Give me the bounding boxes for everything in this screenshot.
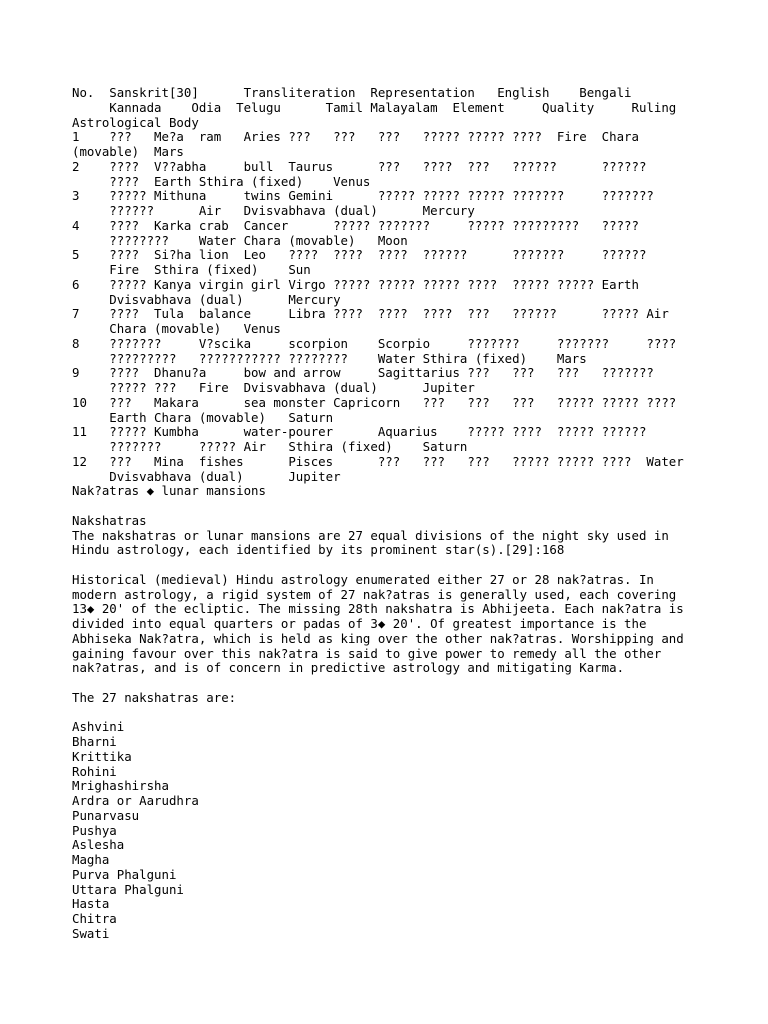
text-line: Ardra or Aarudhra: [72, 793, 199, 808]
text-line: Hasta: [72, 896, 110, 912]
text-line: Ashvini: [72, 719, 125, 735]
text-line: gaining favour over this nak?atra is said to give power to remedy all the other: [72, 645, 662, 661]
text-line: Magha: [72, 852, 110, 867]
text-line: 6 ????? Kanya virgin girl Virgo ????? ????? ????? ???? ????? ????? Earth: [72, 276, 639, 292]
text-line: Fire Sthira (fixed) Sun: [72, 262, 311, 277]
text-line: Punarvasu: [72, 807, 140, 823]
text-line: Nak?atras ◆ lunar mansions: [72, 483, 266, 499]
text-line: 13◆ 20' of the ecliptic. The missing 28th nakshatra is Abhijeeta. Each nak?atra is: [72, 601, 684, 617]
text-line: nak?atras, and is of concern in predictive astrology and mitigating Karma.: [72, 660, 625, 676]
text-line: Historical (medieval) Hindu astrology enumerated either 27 or 28 nak?atras. In: [72, 571, 654, 587]
text-line: ???? Earth Sthira (fixed) Venus: [72, 173, 371, 189]
text-line: ???????? Water Chara (movable) Moon: [72, 232, 408, 248]
text-line: Astrological Body: [72, 114, 199, 130]
text-line: 8 ??????? V?scika scorpion Scorpio ??????? ??????? ????: [72, 335, 677, 351]
text-line: Rohini: [72, 763, 117, 779]
text-line: 7 ???? Tula balance Libra ???? ???? ???? ??? ?????? ????? Air: [72, 306, 669, 322]
text-line: divided into equal quarters or padas of 3◆ 20'. Of greatest importance is the: [72, 616, 647, 631]
text-line: The 27 nakshatras are:: [72, 689, 237, 705]
text-line: Hindu astrology, each identified by its prominent star(s).[29]:168: [72, 542, 565, 558]
text-line: 12 ??? Mina fishes Pisces ??? ??? ??? ????? ????? ???? Water: [72, 453, 684, 469]
text-line: Chitra: [72, 911, 117, 926]
text-line: ????????? ??????????? ???????? Water Sthira (fixed) Mars: [72, 350, 587, 366]
text-line: 5 ???? Si?ha lion Leo ???? ???? ???? ?????? ??????? ??????: [72, 247, 647, 263]
text-line: Earth Chara (movable) Saturn: [72, 409, 334, 425]
text-line: Bharni: [72, 734, 117, 749]
text-line: Abhiseka Nak?atra, which is held as king over the other nak?atras. Worshipping and: [72, 630, 684, 646]
text-line: [72, 706, 712, 721]
text-line: Kannada Odia Telugu Tamil Malayalam Element Quality Ruling: [72, 99, 677, 115]
text-line: 11 ????? Kumbha water-pourer Aquarius ????? ???? ????? ??????: [72, 424, 647, 440]
text-line: Uttara Phalguni: [72, 881, 184, 897]
text-line: Mrighashirsha: [72, 778, 169, 794]
text-line: ?????? Air Dvisvabhava (dual) Mercury: [72, 203, 475, 218]
text-line: [72, 499, 712, 514]
text-line: ????? ??? Fire Dvisvabhava (dual) Jupiter: [72, 380, 475, 395]
text-line: ??????? ????? Air Sthira (fixed) Saturn: [72, 439, 468, 454]
text-line: [72, 676, 712, 691]
text-line: Dvisvabhava (dual) Jupiter: [72, 468, 341, 484]
text-line: 3 ????? Mithuna twins Gemini ????? ????? ????? ??????? ???????: [72, 188, 654, 204]
text-line: Dvisvabhava (dual) Mercury: [72, 291, 341, 307]
text-line: Nakshatras: [72, 512, 147, 528]
text-line: 2 ???? V??abha bull Taurus ??? ???? ??? ?????? ??????: [72, 158, 647, 174]
text-line: modern astrology, a rigid system of 27 nak?atras is generally used, each covering: [72, 586, 677, 602]
text-line: [72, 558, 712, 573]
document-body: [72, 86, 712, 942]
text-line: 4 ???? Karka crab Cancer ????? ??????? ????? ????????? ?????: [72, 217, 639, 233]
text-line: Purva Phalguni: [72, 866, 177, 882]
text-line: Krittika: [72, 748, 132, 764]
text-line: The nakshatras or lunar mansions are 27 equal divisions of the night sky used in: [72, 527, 669, 543]
text-line: Pushya: [72, 822, 117, 838]
text-line: Aslesha: [72, 837, 125, 853]
text-line: 1 ??? Me?a ram Aries ??? ??? ??? ????? ????? ???? Fire Chara: [72, 129, 639, 145]
text-line: Swati: [72, 925, 110, 941]
text-line: No. Sanskrit[30] Transliteration Representation English Bengali: [72, 85, 632, 100]
text-line: 10 ??? Makara sea monster Capricorn ??? ??? ??? ????? ????? ????: [72, 394, 677, 410]
text-line: (movable) Mars: [72, 144, 184, 159]
text-line: Chara (movable) Venus: [72, 321, 281, 336]
text-line: 9 ???? Dhanu?a bow and arrow Sagittarius ??? ??? ??? ???????: [72, 365, 654, 381]
